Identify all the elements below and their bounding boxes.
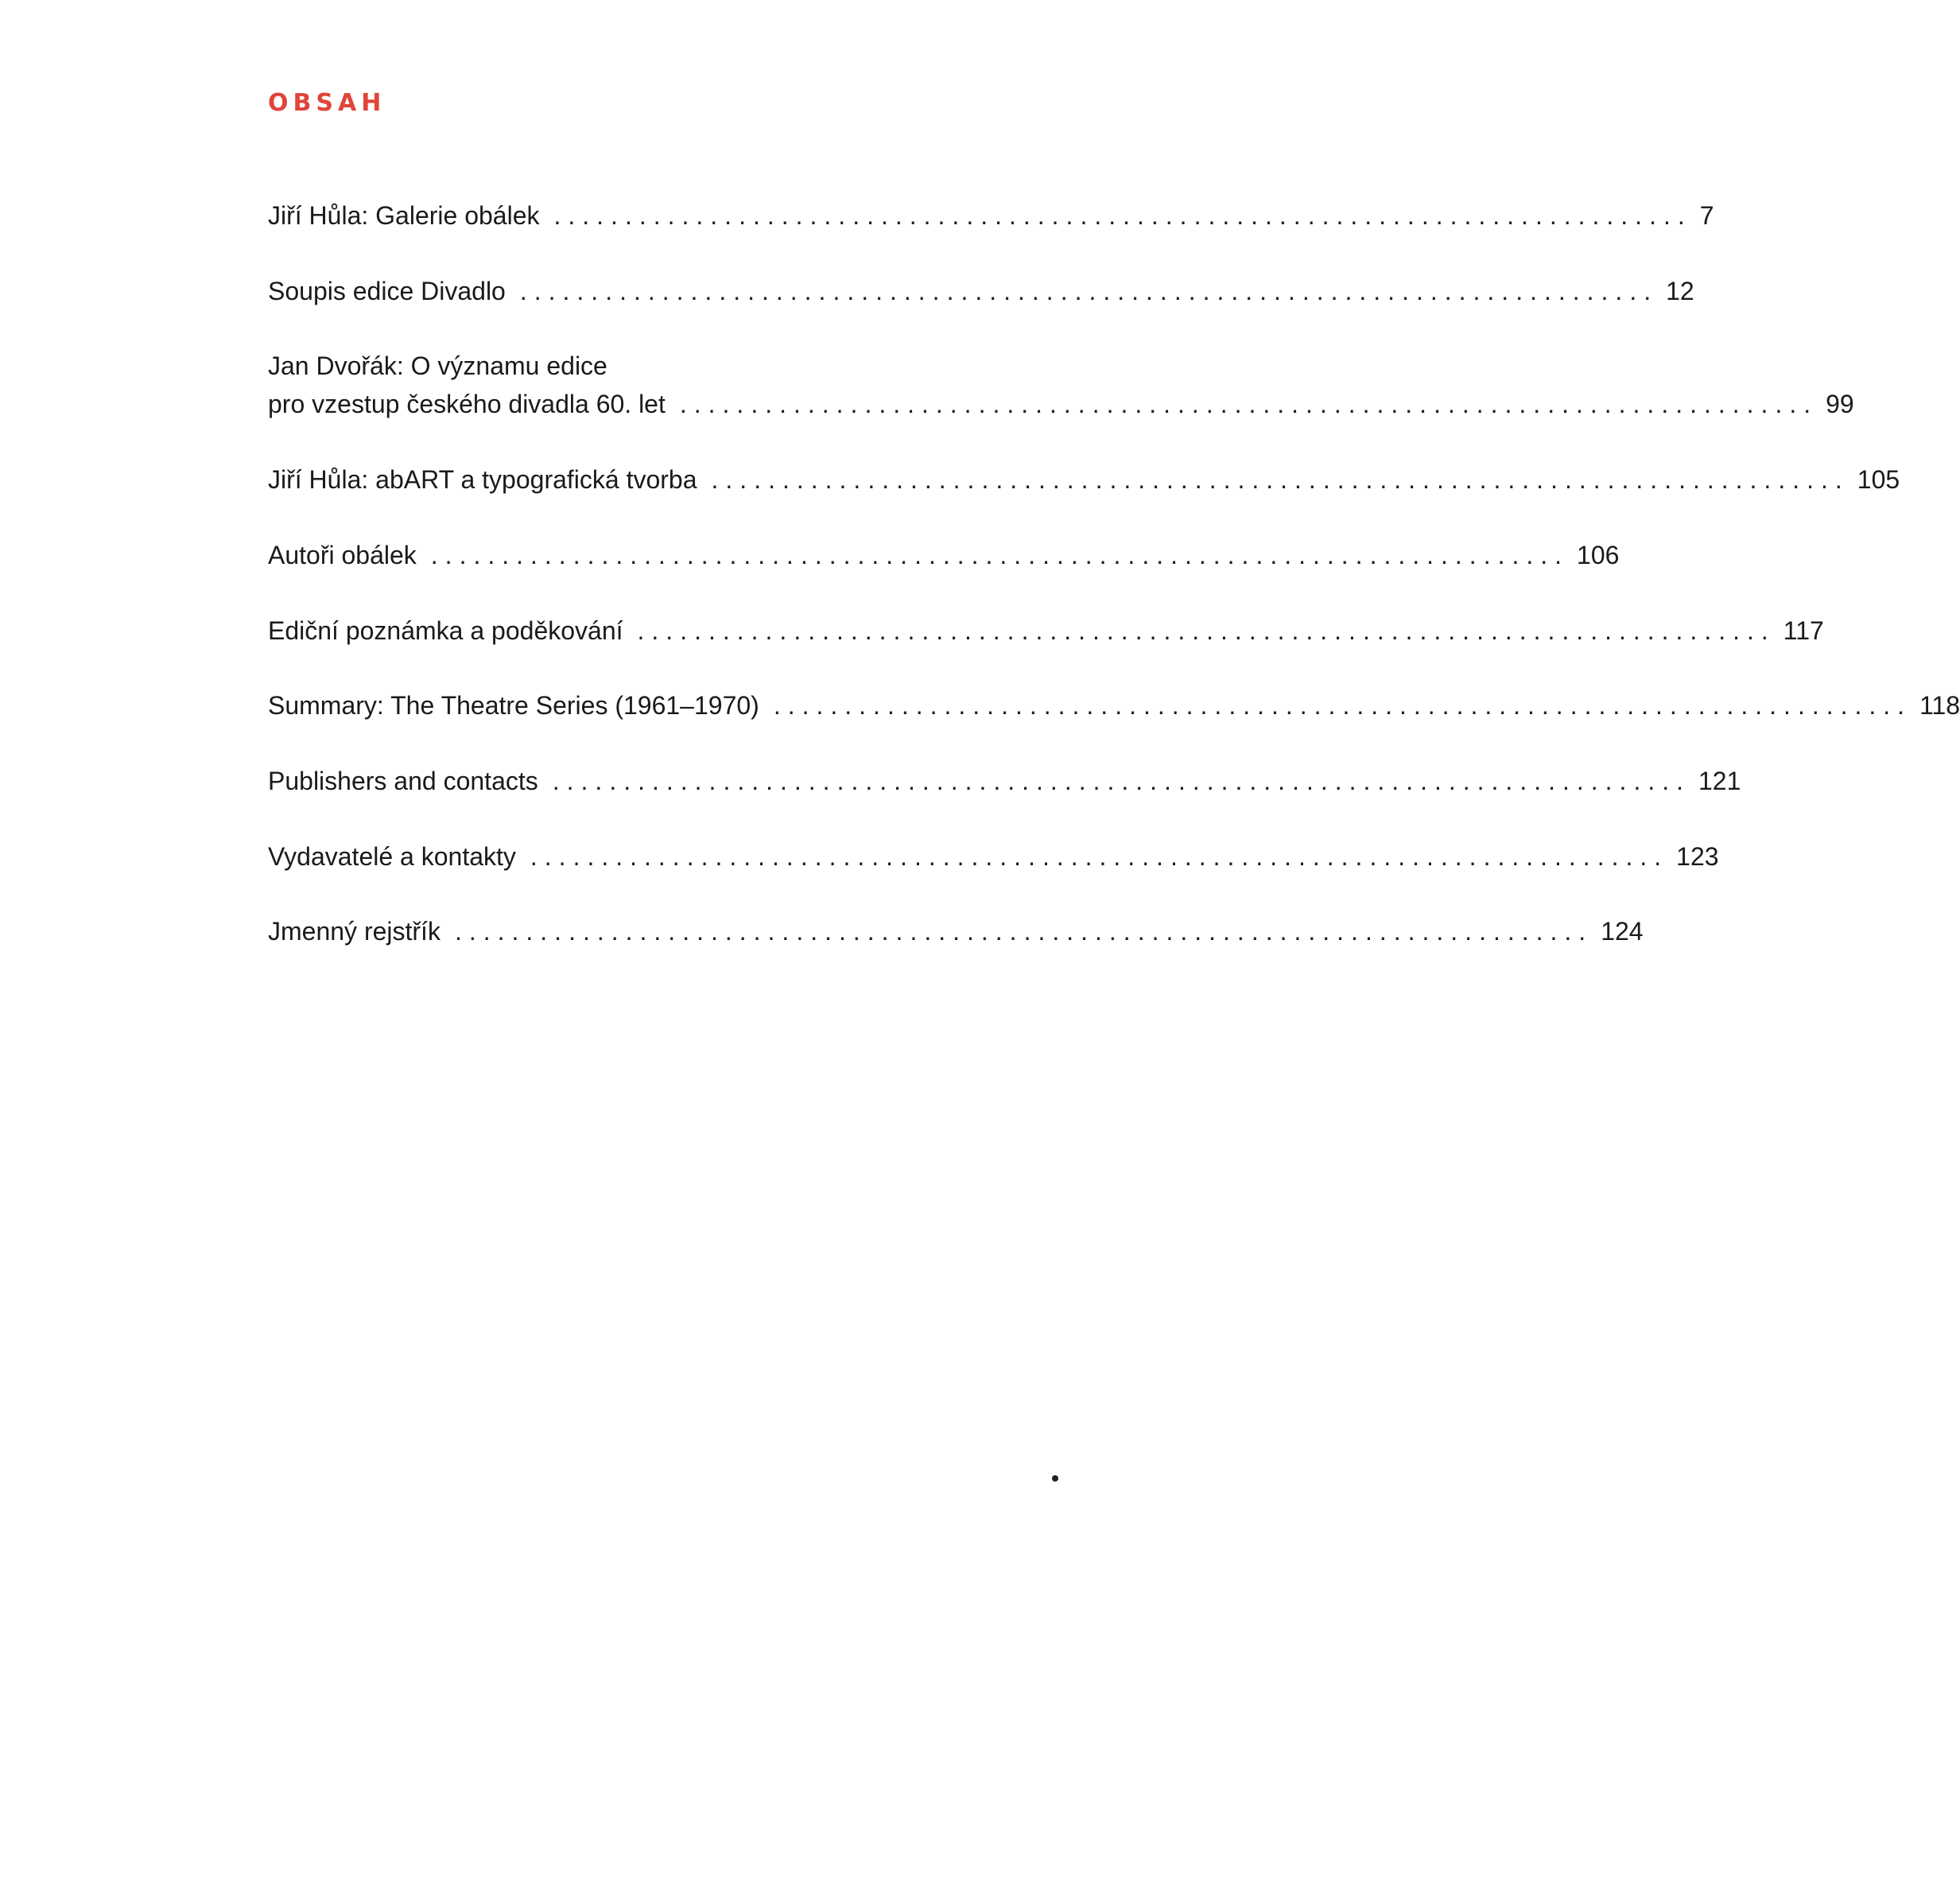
toc-heading: OBSAH	[268, 89, 386, 117]
toc-entry	[268, 196, 1714, 235]
toc-entry-title: Publishers and contacts	[268, 767, 538, 795]
toc-entry-page: 117	[1783, 616, 1824, 645]
toc-entry	[268, 272, 1694, 310]
dot-leader: ................................................................................	[519, 277, 1659, 305]
toc-entry-title: Jmenný rejstřík	[268, 917, 441, 946]
toc-entry-title: Jiří Hůla: abART a typografická tvorba	[268, 465, 697, 494]
toc-entry-page: 105	[1857, 465, 1900, 494]
toc-entry	[268, 460, 1900, 499]
dot-leader: ................................................................................	[773, 691, 1912, 720]
dot-leader: ................................................................................	[711, 465, 1849, 494]
toc-entry-page: 106	[1577, 541, 1620, 569]
toc-entry-page: 99	[1826, 390, 1854, 418]
dot-leader: ................................................................................	[552, 767, 1690, 795]
toc-entry-page: 124	[1601, 917, 1644, 946]
toc-entry-title: Summary: The Theatre Series (1961–1970)	[268, 691, 759, 720]
print-speck	[1052, 1475, 1058, 1482]
dot-leader: ................................................................................	[430, 541, 1570, 569]
dot-leader: ................................................................................	[679, 390, 1818, 418]
toc-entry-page: 118	[1919, 691, 1960, 720]
dot-leader: ................................................................................	[454, 917, 1593, 946]
toc-entry-page: 12	[1666, 277, 1694, 305]
toc-entry-title: Jiří Hůla: Galerie obálek	[268, 201, 540, 230]
dot-leader: ................................................................................	[553, 201, 1692, 230]
toc-entry-title: Ediční poznámka a poděkování	[268, 616, 623, 645]
toc-entry-title: Autoři obálek	[268, 541, 417, 569]
dot-leader: ................................................................................	[530, 842, 1669, 871]
toc-entry-page: 121	[1698, 767, 1741, 795]
toc-entry	[268, 347, 1854, 423]
toc-entry-title: Soupis edice Divadlo	[268, 277, 506, 305]
toc-entry	[268, 837, 1719, 876]
toc-entry-page: 7	[1699, 201, 1714, 230]
toc-entry	[268, 912, 1644, 950]
toc-entry	[268, 612, 1824, 650]
toc-entry	[268, 686, 1960, 724]
dot-leader: ................................................................................	[637, 616, 1776, 645]
toc-entry-page: 123	[1676, 842, 1719, 871]
toc-entry-title: Vydavatelé a kontakty	[268, 842, 516, 871]
toc-entry-title: Jan Dvořák: O významu edice	[268, 352, 607, 380]
toc-entry	[268, 536, 1620, 574]
toc-entry	[268, 762, 1741, 800]
toc-entry-title-continued: pro vzestup českého divadla 60. let	[268, 390, 666, 418]
